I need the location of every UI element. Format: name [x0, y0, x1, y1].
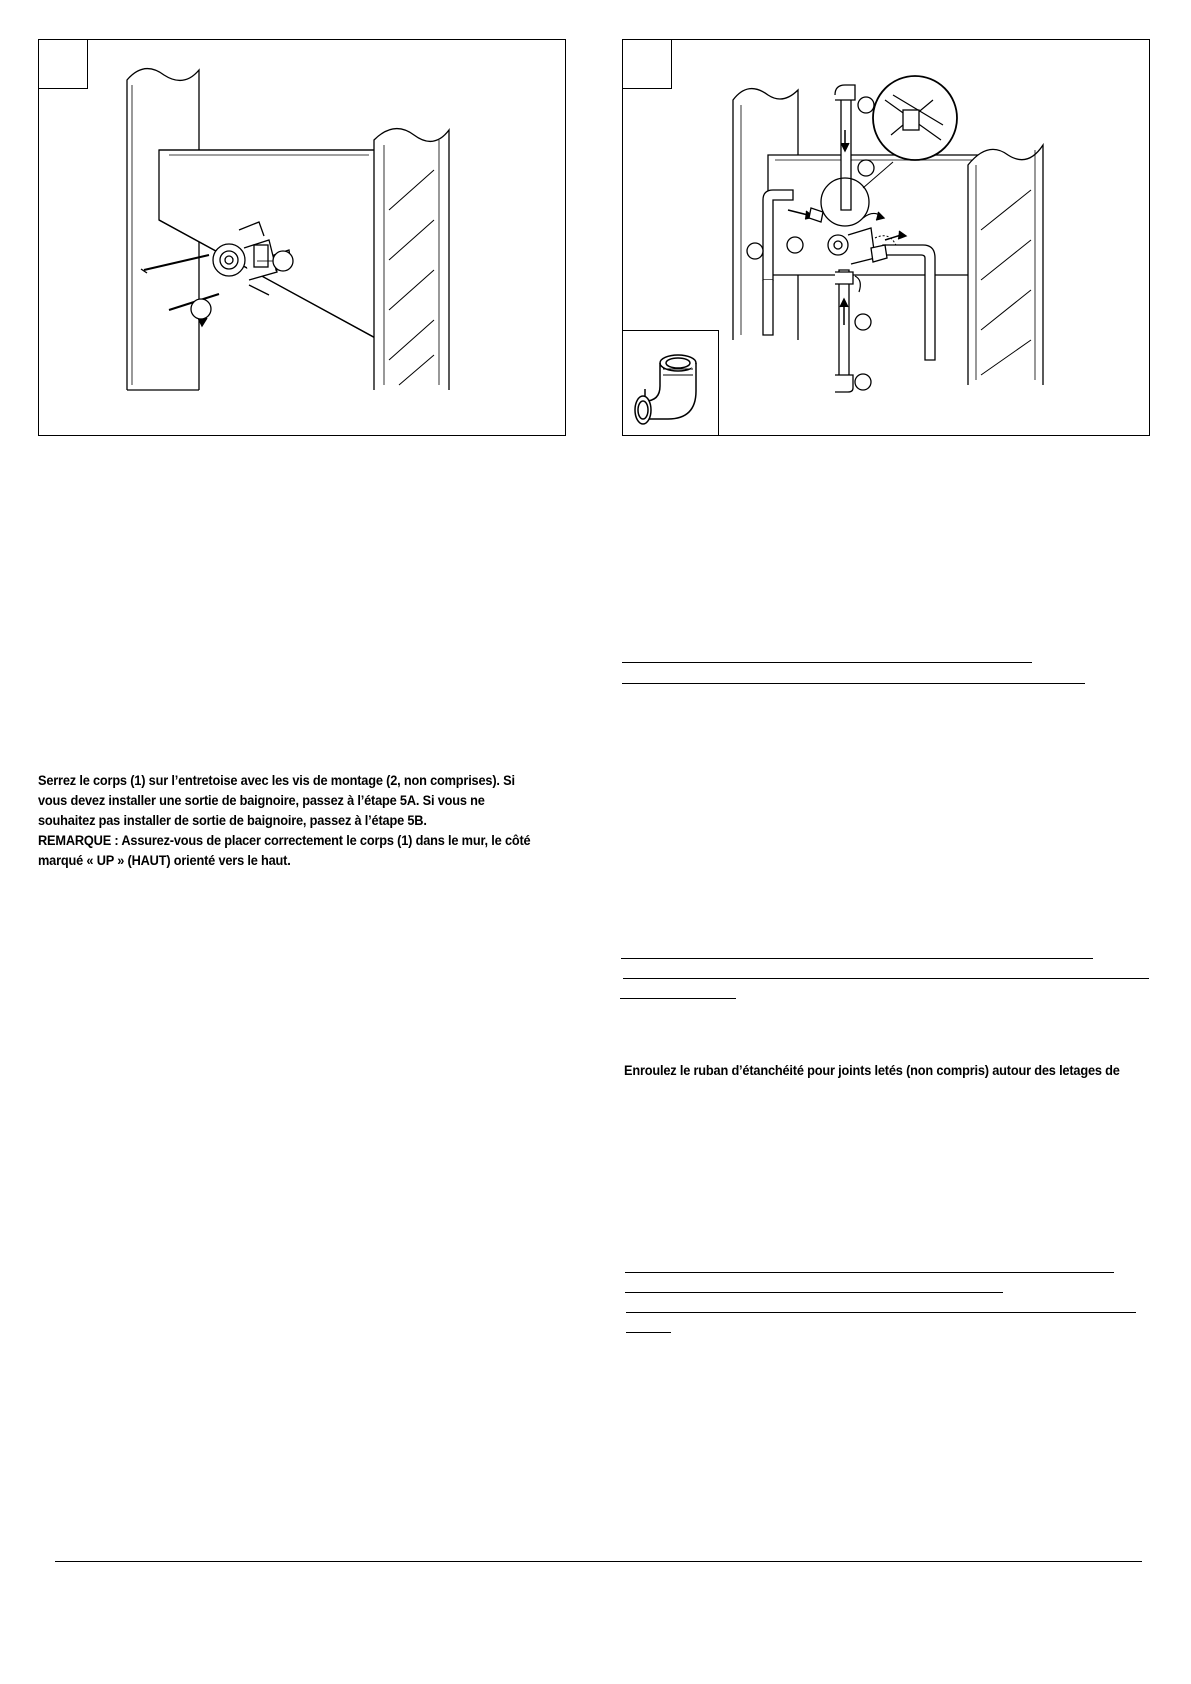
underline-rule: [620, 998, 736, 999]
step-4-line-3: souhaitez pas installer de sortie de baignoire, passez à l’étape 5B.: [38, 813, 427, 829]
underline-rule: [621, 958, 1093, 959]
underline-rule: [626, 1332, 671, 1333]
underline-rule: [625, 1292, 1003, 1293]
illustration-panel-step-5: [622, 39, 1150, 436]
underline-rule: [622, 662, 1032, 663]
step-4-note-line-1: REMARQUE : Assurez-vous de placer correctement le corps (1) dans le mur, le côté: [38, 833, 531, 849]
footer-rule: [55, 1561, 1142, 1562]
underline-rule: [626, 1312, 1136, 1313]
illustration-panel-step-4: [38, 39, 566, 436]
step-4-line-2: vous devez installer une sortie de baignoire, passez à l’étape 5A. Si vous ne: [38, 793, 485, 809]
step-4-line-1: Serrez le corps (1) sur l’entretoise avec les vis de montage (2, non comprises). Si: [38, 773, 515, 789]
underline-rule: [625, 1272, 1114, 1273]
elbow-fitting-inset: [623, 330, 719, 436]
underline-rule: [622, 683, 1085, 684]
underline-rule: [623, 978, 1149, 979]
step-5-instruction-text: Enroulez le ruban d’étanchéité pour joints letés (non compris) autour des letages de: [624, 1063, 1120, 1079]
valve-mounting-illustration: [39, 40, 565, 435]
elbow-fitting-icon: [623, 331, 718, 436]
step-4-note-line-2: marqué « UP » (HAUT) orienté vers le haut.: [38, 853, 291, 869]
